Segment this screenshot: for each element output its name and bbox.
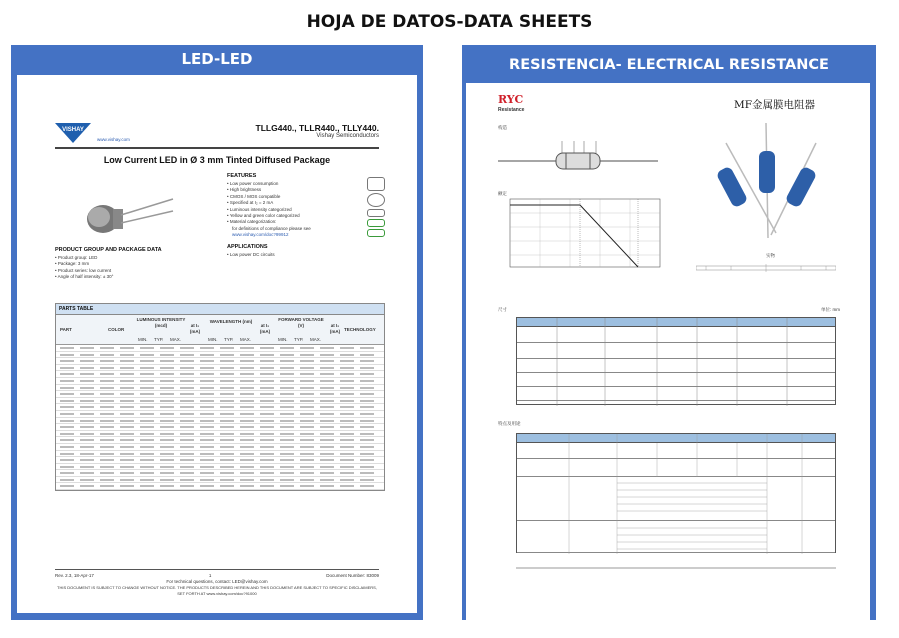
parts-table-row [56, 431, 384, 438]
led-header [256, 123, 379, 139]
parts-table-row [56, 404, 384, 411]
footer-disclaimer: THIS DOCUMENT IS SUBJECT TO CHANGE WITHOUT NOTICE. THE PRODUCTS DESCRIBED HEREIN AND THIS DOCUMENT ARE SUBJECT TO SPECIFIC DISCLAIMERS, SET FORTH AT www.vishay.com/doc?91000 [57, 585, 377, 596]
footer-revision: Rev. 2.3, 18-Apr-17 [55, 573, 94, 578]
sub-typ-2: TYP. [224, 337, 234, 342]
parts-table-row [56, 424, 384, 431]
sub-max-2: MAX. [240, 337, 252, 342]
ryc-logo: RYC [498, 93, 524, 106]
feature-link[interactable]: www.vishay.com/doc?99912 [232, 231, 289, 237]
parts-table-row-text [60, 459, 380, 461]
chars-label: 特点及用途 [498, 421, 521, 426]
features-section [227, 173, 367, 258]
led-footer [55, 569, 379, 597]
led-component-image [75, 185, 175, 255]
footer-page: 1 [208, 573, 212, 578]
halogen-free-icon [367, 219, 385, 227]
parts-table-row-text [60, 485, 380, 487]
parts-table-row [56, 365, 384, 372]
led-panel-title: LED-LED [181, 50, 253, 68]
parts-table-row [56, 457, 384, 464]
product-group-item: • Package: 3 mm [55, 261, 225, 267]
product-group-section [55, 247, 225, 281]
applications-heading: APPLICATIONS [227, 243, 268, 250]
sub-min-2: MIN. [208, 337, 218, 342]
parts-table-row [56, 444, 384, 451]
resistor-title-cn: MF金属膜电阻器 [734, 99, 816, 111]
parts-table-row-text [60, 466, 380, 468]
rohs-compliant-icon [367, 209, 385, 217]
parts-table-row-text [60, 354, 380, 356]
parts-table-row-text [60, 420, 380, 422]
parts-table-row-text [60, 426, 380, 428]
dims-label: 尺寸 [498, 307, 507, 312]
parts-table-row-text [60, 400, 380, 402]
characteristics-table [516, 433, 836, 553]
parts-table-row-text [60, 367, 380, 369]
parts-table-row-text [60, 453, 380, 455]
sub-min-1: MIN. [138, 337, 148, 342]
vishay-url: www.vishay.com [97, 137, 130, 142]
parts-table-row [56, 378, 384, 385]
dimensions-table [516, 317, 836, 405]
resistor-structure-diagram [498, 131, 658, 181]
feature-note: for definitions of compliance please see [232, 225, 311, 231]
parts-table-row-text [60, 433, 380, 435]
derating-graph [498, 197, 668, 277]
col-at-if-2: at I₂ (mA) [259, 323, 271, 334]
sub-max-1: MAX. [170, 337, 182, 342]
sub-typ-3: TYP. [294, 337, 304, 342]
parts-table-row-text [60, 472, 380, 474]
parts-table-row-text [60, 393, 380, 395]
unit-label: 单位: mm [821, 307, 840, 312]
product-group-item: • Product series: low current [55, 268, 225, 274]
footer-divider [55, 569, 379, 570]
vishay-logo [55, 123, 91, 143]
parts-table-body [56, 345, 384, 490]
parts-table-row [56, 470, 384, 477]
led-doc-title: Low Current LED in Ø 3 mm Tinted Diffused Package [103, 155, 331, 165]
feature-item: • Material categorization: [227, 219, 367, 225]
footer-docnum: Document Number: 83009 [326, 573, 379, 578]
col-color: COLOR [108, 327, 125, 332]
sub-min-3: MIN. [278, 337, 288, 342]
product-group-item: • Angle of half intensity: ± 30° [55, 274, 225, 280]
derating-label: 额定 [498, 191, 507, 196]
parts-table-heading: PARTS TABLE [56, 304, 384, 315]
product-group-heading: PRODUCT GROUP AND PACKAGE DATA [55, 247, 162, 253]
resistor-panel [462, 45, 876, 620]
parts-table-row [56, 385, 384, 392]
characteristics-grid [517, 434, 837, 554]
green-icon [367, 229, 385, 237]
parts-table-row [56, 451, 384, 458]
parts-table-row [56, 477, 384, 484]
resistor-scale-strip [696, 263, 836, 273]
feature-item: • High brightness [227, 187, 367, 193]
parts-table-header-row [56, 315, 384, 345]
parts-table-row-text [60, 406, 380, 408]
parts-table-row-text [60, 413, 380, 415]
resistor-datasheet-page [466, 83, 870, 621]
rohs-icon [367, 177, 385, 191]
parts-table-row-text [60, 439, 380, 441]
parts-table-row [56, 418, 384, 425]
page-title: HOJA DE DATOS-DATA SHEETS [306, 12, 593, 32]
parts-table-row [56, 437, 384, 444]
parts-table-row-text [60, 380, 380, 382]
parts-table-row [56, 352, 384, 359]
feature-item: • Yellow and green color categorized [227, 213, 367, 219]
e3-icon [367, 193, 385, 207]
parts-table-row-text [60, 347, 380, 349]
parts-table-row [56, 358, 384, 365]
led-part-numbers: TLLG440., TLLR440., TLLY440. [255, 123, 379, 133]
dimensions-grid [517, 318, 837, 406]
led-panel [11, 45, 423, 620]
parts-table-row-text [60, 387, 380, 389]
led-datasheet-page [17, 75, 417, 613]
led-manufacturer: Vishay Semiconductors [316, 133, 379, 139]
certification-icons [362, 175, 390, 239]
svg-text:VISHAY: VISHAY [62, 127, 84, 133]
parts-table-row-text [60, 373, 380, 375]
col-at-if-3: at I₂ (mA) [329, 323, 341, 334]
chinese-footer-note [516, 565, 836, 571]
structure-label: 构造 [498, 125, 507, 130]
col-part: PART [60, 327, 72, 332]
sub-max-3: MAX. [310, 337, 322, 342]
col-technology: TECHNOLOGY [344, 327, 376, 332]
parts-table-row [56, 398, 384, 405]
feature-item: • Low power consumption [227, 181, 367, 187]
resistor-panel-title: RESISTENCIA- ELECTRICAL RESISTANCE [509, 57, 829, 73]
feature-item: • Luminous intensity categorized [227, 207, 367, 213]
col-wavelength: WAVELENGTH (nm) [209, 319, 253, 324]
footer-contact: For technical questions, contact: LED@vishay.com [166, 579, 268, 584]
features-heading: FEATURES [227, 173, 257, 179]
parts-table-row [56, 411, 384, 418]
parts-table [55, 303, 385, 491]
photo-caption: 实物 [766, 253, 775, 258]
col-at-if-1: at I₂ (mA) [189, 323, 201, 334]
header-divider [55, 147, 379, 149]
parts-table-row [56, 464, 384, 471]
col-forward-voltage: FORWARD VOLTAGE (V) [278, 317, 324, 328]
parts-table-row [56, 483, 384, 490]
col-luminous: LUMINOUS INTENSITY (mcd) [136, 317, 186, 328]
sub-typ-1: TYP. [154, 337, 164, 342]
parts-table-row-text [60, 479, 380, 481]
resistor-photo [696, 123, 836, 243]
feature-item: • Specified at I₂ = 2 mA [227, 200, 367, 206]
application-item: • Low power DC circuits [227, 252, 367, 258]
parts-table-row [56, 371, 384, 378]
parts-table-row [56, 391, 384, 398]
ryc-logo-sub: Resistance [498, 107, 525, 113]
product-group-item: • Product group: LED [55, 255, 225, 261]
parts-table-row-text [60, 360, 380, 362]
parts-table-row [56, 345, 384, 352]
parts-table-row-text [60, 446, 380, 448]
feature-item: • CMOS / MOS compatible [227, 194, 367, 200]
